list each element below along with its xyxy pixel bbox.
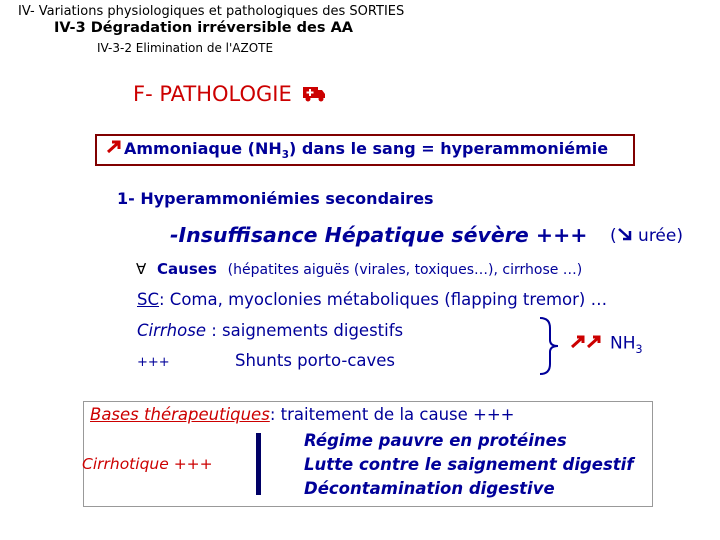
vertical-bar [256, 433, 261, 495]
arrow-up-right-icon [106, 139, 124, 158]
definition-line [106, 139, 608, 161]
cirrhose-label: Cirrhose [137, 321, 206, 340]
section-heading: 1- Hyperammoniémies secondaires [117, 189, 434, 208]
signs-text: : Coma, myoclonies métaboliques (flapping tremor) … [159, 290, 608, 309]
definition-subscript: 3 [281, 149, 289, 162]
treatment-line [90, 405, 515, 424]
header-line-2: IV-3 Dégradation irréversible des AA [54, 20, 354, 36]
signs-line [137, 290, 607, 309]
nh3-text: NH [610, 333, 636, 354]
nh3-subscript: 3 [635, 342, 643, 356]
right-brace-icon [537, 316, 561, 380]
signs-label: SC [137, 290, 159, 309]
shunts-plus: +++ [137, 355, 170, 370]
page-title [133, 82, 326, 107]
forall-symbol: ∀ [136, 260, 147, 278]
uree-note [610, 226, 683, 246]
shunts-text: Shunts porto-caves [235, 351, 396, 370]
cirrhotique-label: Cirrhotique +++ [82, 455, 213, 473]
header-line-3: IV-3-2 Elimination de l'AZOTE [97, 41, 274, 55]
causes-label: Causes [157, 260, 217, 278]
cirrhose-text: : saignements digestifs [205, 321, 404, 340]
insuffisance-text: -Insuffisance Hépatique sévère +++ [170, 223, 588, 247]
insuffisance-line [170, 223, 587, 247]
causes-line [136, 260, 582, 278]
treatment-item-2: Lutte contre le saignement digestif [304, 455, 634, 474]
shunts-line [137, 351, 396, 370]
definition-text-after: ) dans le sang = hyperammoniémie [288, 139, 609, 158]
cirrhose-line [137, 321, 403, 340]
uree-text: urée) [632, 226, 683, 246]
double-arrow-up-right-icon [570, 333, 606, 354]
treatment-label: Bases thérapeutiques [90, 405, 270, 424]
header-line-1: IV- Variations physiologiques et pathologiques des SORTIES [18, 4, 405, 19]
definition-text-before: Ammoniaque (NH [124, 139, 282, 158]
nh3-result [570, 333, 643, 356]
causes-text: (hépatites aiguës (virales, toxiques…), cirrhose …) [227, 262, 583, 278]
uree-open: ( [610, 226, 617, 246]
page-title-text: F- PATHOLOGIE [133, 82, 292, 106]
treatment-item-3: Décontamination digestive [304, 479, 555, 498]
ambulance-icon [302, 83, 326, 107]
treatment-line1: : traitement de la cause +++ [269, 405, 515, 424]
arrow-down-right-icon [617, 226, 633, 246]
treatment-item-1: Régime pauvre en protéines [304, 431, 567, 450]
